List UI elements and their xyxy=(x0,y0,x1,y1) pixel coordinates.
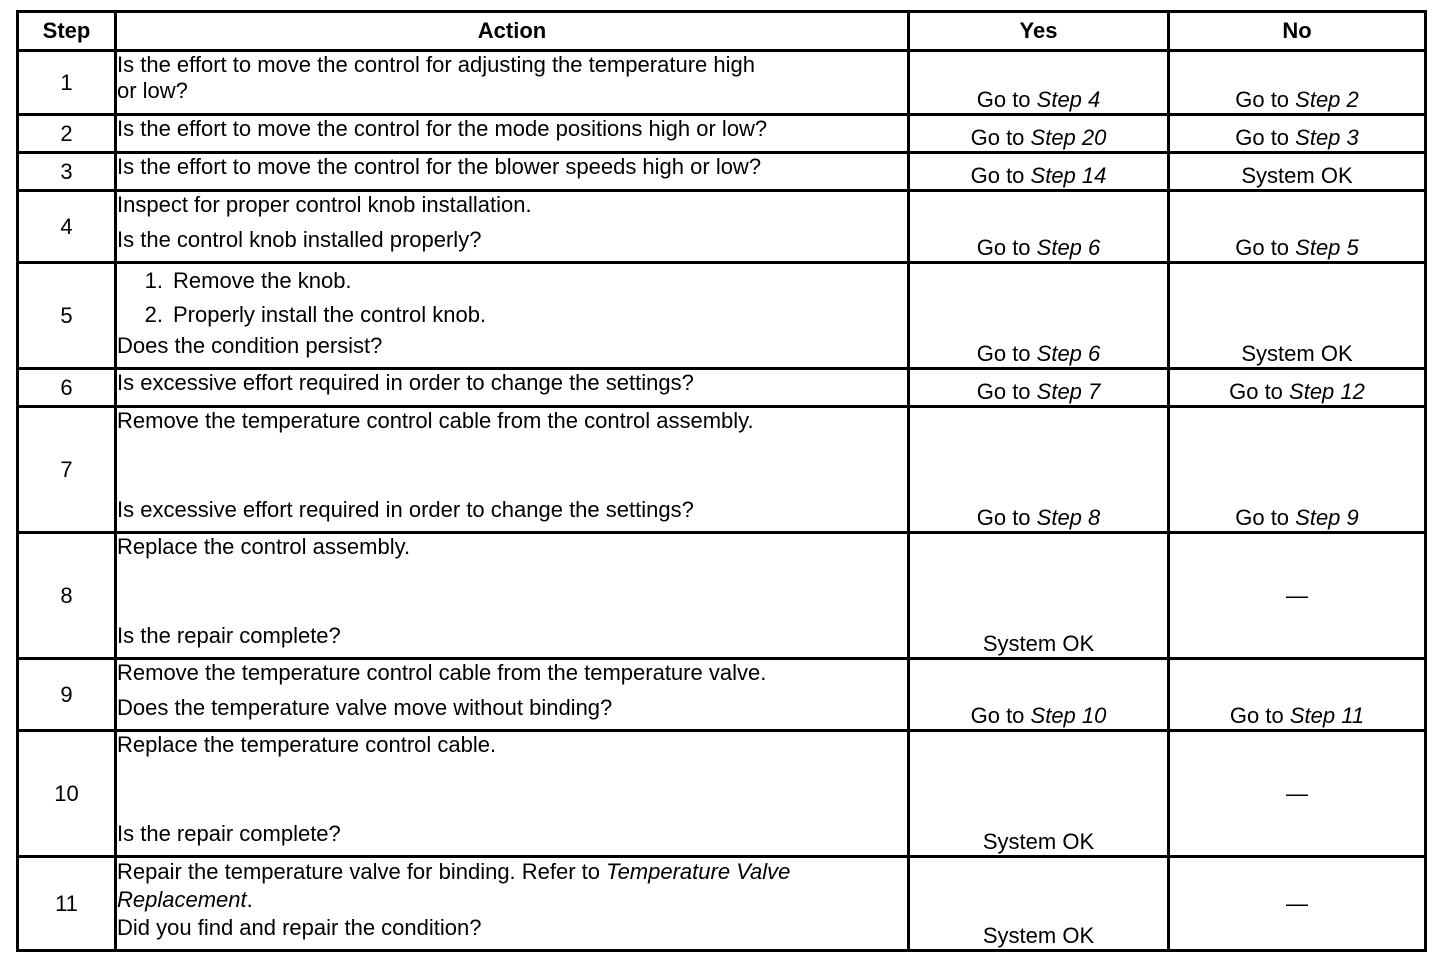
no-cell xyxy=(1169,731,1426,857)
no-cell xyxy=(1169,533,1426,659)
no-step-link[interactable]: Step 11 xyxy=(1289,703,1365,728)
yes-prefix: Go to xyxy=(970,163,1031,188)
yes-cell xyxy=(909,731,1169,857)
no-cell xyxy=(1169,263,1426,369)
step-number: 3 xyxy=(18,153,116,191)
action-question: Is the repair complete? xyxy=(117,821,341,846)
no-text: System OK xyxy=(1241,341,1353,366)
yes-cell xyxy=(909,191,1169,263)
action-text: Is the effort to move the control for the blower speeds high or low? xyxy=(117,154,762,179)
no-step-link[interactable]: Step 12 xyxy=(1289,379,1365,404)
step-number: 2 xyxy=(18,115,116,153)
yes-prefix: Go to xyxy=(976,87,1037,112)
no-prefix: Go to xyxy=(1235,505,1296,530)
substep xyxy=(117,264,907,298)
step-number: 8 xyxy=(18,533,116,659)
yes-prefix: Go to xyxy=(976,379,1037,404)
action-cell xyxy=(116,533,909,659)
yes-step-link[interactable]: Step 10 xyxy=(1030,703,1107,728)
action-text: Is excessive effort required in order to change the settings? xyxy=(117,370,694,395)
action-content xyxy=(117,154,907,181)
action-cell xyxy=(116,407,909,533)
yes-cell xyxy=(909,659,1169,731)
no-prefix: Go to xyxy=(1235,235,1296,260)
yes-cell xyxy=(909,369,1169,407)
yes-step-link[interactable]: Step 7 xyxy=(1036,379,1101,404)
yes-text: System OK xyxy=(982,829,1095,854)
no-prefix: Go to xyxy=(1235,125,1296,150)
table-row xyxy=(18,731,1426,857)
yes-cell xyxy=(909,407,1169,533)
action-content xyxy=(117,732,907,847)
yes-prefix: Go to xyxy=(976,505,1037,530)
yes-cell xyxy=(909,153,1169,191)
action-cell xyxy=(116,857,909,951)
action-cell xyxy=(116,731,909,857)
yes-text: System OK xyxy=(982,631,1095,656)
substep xyxy=(117,298,907,332)
action-text: Repair the temperature valve for binding. Refer to Temperature Valve Replacement. xyxy=(117,859,791,912)
step-number: 11 xyxy=(18,857,116,951)
action-question: Is excessive effort required in order to change the settings? xyxy=(117,497,694,522)
header-step: Step xyxy=(18,12,116,51)
no-cell xyxy=(1169,659,1426,731)
action-text: or low? xyxy=(117,78,188,103)
no-cell xyxy=(1169,153,1426,191)
no-prefix: Go to xyxy=(1229,703,1290,728)
action-content xyxy=(117,858,907,941)
action-content xyxy=(117,116,907,143)
action-text: Is the effort to move the control for adjusting the temperature high xyxy=(117,52,755,77)
no-text: — xyxy=(1286,780,1308,806)
step-number: 7 xyxy=(18,407,116,533)
yes-step-link[interactable]: Step 6 xyxy=(1036,341,1101,366)
action-content xyxy=(117,52,907,105)
table-row xyxy=(18,659,1426,731)
step-number: 10 xyxy=(18,731,116,857)
no-prefix: Go to xyxy=(1235,87,1296,112)
action-cell xyxy=(116,659,909,731)
action-content xyxy=(117,660,907,721)
no-cell xyxy=(1169,369,1426,407)
yes-cell xyxy=(909,115,1169,153)
no-cell xyxy=(1169,857,1426,951)
no-cell xyxy=(1169,115,1426,153)
step-number: 1 xyxy=(18,51,116,115)
yes-step-link[interactable]: Step 4 xyxy=(1036,87,1101,112)
table-row xyxy=(18,369,1426,407)
no-cell xyxy=(1169,191,1426,263)
header-row xyxy=(18,12,1426,51)
yes-step-link[interactable]: Step 14 xyxy=(1030,163,1107,188)
no-text: — xyxy=(1286,890,1308,916)
no-prefix: Go to xyxy=(1229,379,1290,404)
step-number: 9 xyxy=(18,659,116,731)
table-row xyxy=(18,51,1426,115)
substep-text: Remove the knob. xyxy=(173,268,352,293)
diagnostic-table xyxy=(16,10,1427,952)
header-no: No xyxy=(1169,12,1426,51)
action-cell xyxy=(116,263,909,369)
yes-cell xyxy=(909,533,1169,659)
yes-step-link[interactable]: Step 8 xyxy=(1036,505,1101,530)
step-number: 5 xyxy=(18,263,116,369)
substep-number: 2. xyxy=(144,302,163,327)
yes-prefix: Go to xyxy=(976,235,1037,260)
table-row xyxy=(18,263,1426,369)
action-question: Is the control knob installed properly? xyxy=(117,227,482,252)
no-step-link[interactable]: Step 9 xyxy=(1295,505,1359,530)
yes-cell xyxy=(909,263,1169,369)
table-row xyxy=(18,407,1426,533)
step-number: 4 xyxy=(18,191,116,263)
no-step-link[interactable]: Step 2 xyxy=(1295,87,1359,112)
table-row xyxy=(18,115,1426,153)
table-row xyxy=(18,533,1426,659)
action-cell xyxy=(116,191,909,263)
action-text: Replace the temperature control cable. xyxy=(117,732,497,757)
action-text: Remove the temperature control cable from the temperature valve. xyxy=(117,660,767,685)
action-question: Does the condition persist? xyxy=(117,333,383,358)
yes-text: System OK xyxy=(982,923,1095,948)
action-text: Replace the control assembly. xyxy=(117,534,411,559)
yes-prefix: Go to xyxy=(970,703,1031,728)
yes-prefix: Go to xyxy=(976,341,1037,366)
action-content xyxy=(117,264,907,359)
table-row xyxy=(18,857,1426,951)
action-cell xyxy=(116,51,909,115)
action-cell xyxy=(116,153,909,191)
step-number: 6 xyxy=(18,369,116,407)
action-text: Remove the temperature control cable from the control assembly. xyxy=(117,408,754,433)
action-content xyxy=(117,534,907,649)
reference-link[interactable]: Temperature Valve Replacement xyxy=(117,859,791,912)
no-cell xyxy=(1169,51,1426,115)
table-row xyxy=(18,191,1426,263)
action-question: Did you find and repair the condition? xyxy=(117,915,482,940)
no-step-link[interactable]: Step 3 xyxy=(1295,125,1359,150)
yes-step-link[interactable]: Step 20 xyxy=(1030,125,1107,150)
action-question: Does the temperature valve move without binding? xyxy=(117,695,613,720)
no-cell xyxy=(1169,407,1426,533)
yes-step-link[interactable]: Step 6 xyxy=(1036,235,1101,260)
yes-prefix: Go to xyxy=(970,125,1031,150)
header-yes: Yes xyxy=(909,12,1169,51)
action-content xyxy=(117,408,907,523)
action-question: Is the repair complete? xyxy=(117,623,341,648)
action-cell xyxy=(116,369,909,407)
action-text: Inspect for proper control knob installation. xyxy=(117,192,532,217)
action-content xyxy=(117,370,907,397)
yes-cell xyxy=(909,51,1169,115)
substep-text: Properly install the control knob. xyxy=(173,302,487,327)
no-text: — xyxy=(1286,582,1308,608)
substep-number: 1. xyxy=(144,268,163,293)
header-action: Action xyxy=(116,12,909,51)
action-content xyxy=(117,192,907,253)
table-row xyxy=(18,153,1426,191)
action-cell xyxy=(116,115,909,153)
action-text: Is the effort to move the control for the mode positions high or low? xyxy=(117,116,768,141)
yes-cell xyxy=(909,857,1169,951)
no-step-link[interactable]: Step 5 xyxy=(1295,235,1359,260)
no-text: System OK xyxy=(1241,163,1353,188)
